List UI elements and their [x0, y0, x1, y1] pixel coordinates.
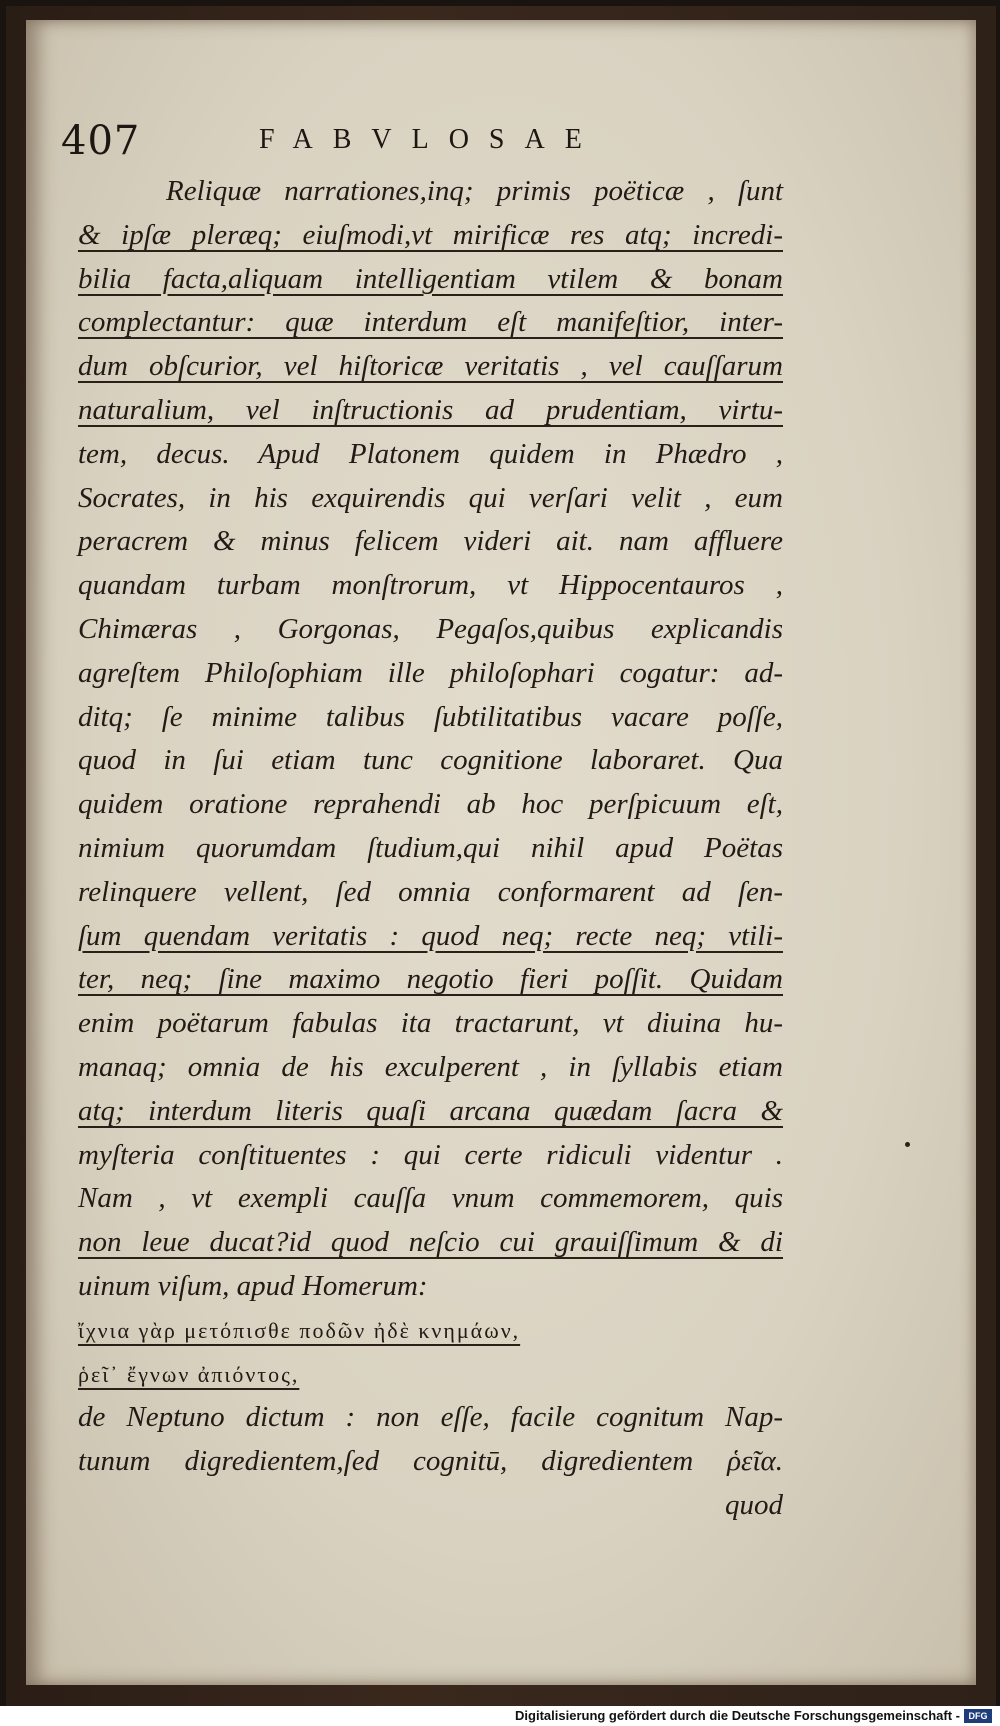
ink-dot: [905, 1142, 910, 1147]
body-text: [78, 170, 783, 1528]
book-page: [26, 20, 976, 1685]
text-line: ſum quendam veritatis : quod neq; recte neq; vtili-: [78, 919, 783, 952]
text-line: Socrates, in his exquirendis qui verſari velit , eum: [78, 481, 783, 514]
text-line: enim poëtarum fabulas ita tractarunt, vt diuina hu-: [78, 1007, 783, 1040]
text-line: myſteria conſtituentes : qui certe ridiculi videntur .: [78, 1138, 783, 1171]
text-line: nimium quorumdam ſtudium,qui nihil apud Poëtas: [78, 831, 783, 864]
text-line: dum obſcurior, vel hiſtoricæ veritatis , vel cauſſarum: [78, 350, 783, 383]
greek-quote-line: ῥεῖ᾽ ἔγνων ἀπιόντος,: [78, 1361, 300, 1387]
text-line: ditq; ſe minime talibus ſubtilitatibus vacare poſſe,: [78, 700, 783, 733]
text-line: agreſtem Philoſophiam ille philoſophari cogatur: ad-: [78, 656, 783, 689]
text-line: & ipſæ pleræq; eiuſmodi,vt mirificæ res atq; incredi-: [78, 218, 783, 251]
text-line: relinquere vellent, ſed omnia conformarent ad ſen-: [78, 875, 783, 908]
running-head: FABVLOSAE: [259, 124, 602, 155]
text-line: bilia facta,aliquam intelligentiam vtilem & bonam: [78, 262, 783, 295]
dfg-logo: DFG: [964, 1709, 992, 1723]
digitization-credit: Digitalisierung gefördert durch die Deutsche Forschungsgemeinschaft -: [515, 1708, 960, 1723]
page-header: [61, 118, 861, 164]
text-line: quandam turbam monſtrorum, vt Hippocentauros ,: [78, 569, 783, 602]
footer-bar: [0, 1706, 1000, 1726]
text-line: quod in ſui etiam tunc cognitione laboraret. Qua: [78, 744, 783, 777]
text-line: Reliquæ narrationes,inq; primis poëticæ , ſunt: [166, 175, 783, 207]
text-line: peracrem & minus felicem videri ait. nam affluere: [78, 525, 783, 558]
text-line: Nam , vt exempli cauſſa vnum commemorem, quis: [78, 1182, 783, 1215]
text-line: non leue ducat?id quod neſcio cui grauiſſimum & di: [78, 1226, 783, 1259]
page-number: 407: [61, 118, 141, 164]
greek-quote-line: ἴχνια γὰρ μετόπισθε ποδῶν ἠδὲ κνημάων,: [78, 1317, 521, 1343]
text-line: naturalium, vel inſtructionis ad prudentiam, virtu-: [78, 393, 783, 426]
text-line: de Neptuno dictum : non eſſe, facile cognitum Nap-: [78, 1401, 783, 1434]
text-line: manaq; omnia de his exculperent , in ſyllabis etiam: [78, 1050, 783, 1083]
text-line: Chimæras , Gorgonas, Pegaſos,quibus explicandis: [78, 612, 783, 645]
text-line: complectantur: quæ interdum eſt manifeſtior, inter-: [78, 306, 783, 339]
text-line: atq; interdum literis quaſi arcana quædam ſacra &: [78, 1094, 783, 1127]
text-line: quidem oratione reprahendi ab hoc perſpicuum eſt,: [78, 788, 783, 821]
text-line: tunum digredientem,ſed cognitū, digredientem ῥεῖα.: [78, 1445, 783, 1478]
catchword: quod: [725, 1488, 783, 1521]
text-line: uinum viſum, apud Homerum:: [78, 1269, 428, 1302]
text-line: tem, decus. Apud Platonem quidem in Phædro ,: [78, 437, 783, 470]
text-line: ter, neq; ſine maximo negotio fieri poſſit. Quidam: [78, 963, 783, 996]
